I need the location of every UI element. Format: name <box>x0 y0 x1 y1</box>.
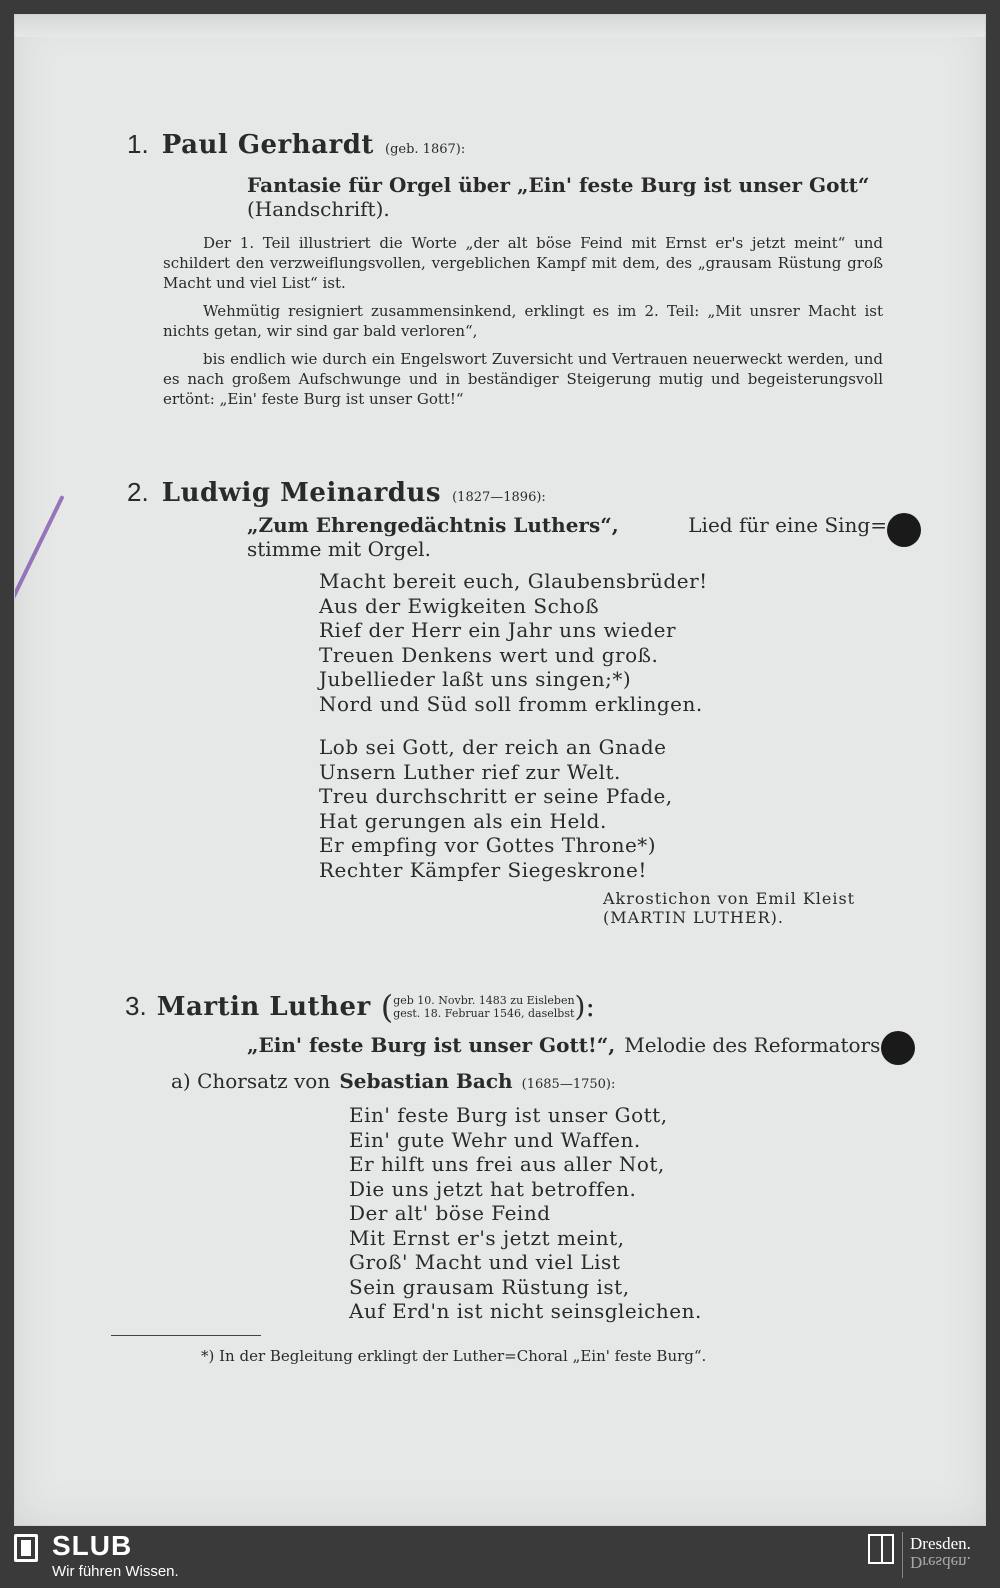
verse-line: Rechter Kämpfer Siegeskrone! <box>319 857 647 882</box>
death-date: gest. 18. Februar 1546, daselbst <box>393 1006 575 1020</box>
verse-line: Unsern Luther rief zur Welt. <box>319 759 621 784</box>
slub-tagline: Wir führen Wissen. <box>52 1563 179 1580</box>
work-note: (Handschrift). <box>247 197 390 221</box>
section-3-heading <box>125 987 845 1026</box>
work-title-line <box>247 513 887 537</box>
chorale-verse <box>349 1103 869 1324</box>
verse-line: Groß' Macht und viel List <box>349 1250 621 1274</box>
sub-dates: (1685—1750): <box>521 1077 616 1092</box>
acrostic-name: (MARTIN LUTHER). <box>603 908 784 927</box>
work-title: „Zum Ehrengedächtnis Luthers“, <box>247 513 619 537</box>
verse-line: Die uns jetzt hat betroffen. <box>349 1176 637 1201</box>
section-number: 3. <box>125 991 147 1021</box>
footnote-rule <box>111 1335 261 1336</box>
acrostic-credit: Akrostichon von Emil Kleist <box>603 889 856 908</box>
verse-line: Hat gerungen als ein Held. <box>319 808 607 833</box>
composer-name: Ludwig Meinardus <box>161 478 442 508</box>
description-paragraph-2: Wehmütig resigniert zusammensinkend, erklingt es im 2. Teil: „Mit unsrer Macht ist nichts getan, wir sind gar bald verloren“, <box>163 302 883 340</box>
description-paragraph-1: Der 1. Teil illustriert die Worte „der alt böse Feind mit Ernst er's jetzt meint“ und schildert den verzweiflungsvollen, vergeblichen Kampf mit dem, des „grausam Rüstung groß Macht und viel List“ ist. <box>163 234 883 292</box>
work-title: Fantasie für Orgel über „Ein' feste Burg ist unser Gott“ <box>247 173 870 197</box>
sub-label: a) Chorsatz von <box>171 1069 331 1093</box>
divider <box>902 1532 903 1578</box>
slub-logo-icon <box>14 1534 38 1562</box>
verse-line: Lob sei Gott, der reich an Gnade <box>319 735 667 759</box>
verse-line: Ein' gute Wehr und Waffen. <box>349 1127 641 1152</box>
verse-line: Treu durchschritt er seine Pfade, <box>319 784 673 808</box>
section-number: 2. <box>127 477 149 507</box>
dresden-logo: Dresden. <box>910 1534 971 1553</box>
verse-line: Jubellieder laßt uns singen;*) <box>319 667 632 691</box>
pen-mark <box>14 495 65 614</box>
composer-name: Paul Gerhardt <box>161 130 374 160</box>
work-title: „Ein' feste Burg ist unser Gott!“, <box>247 1033 616 1057</box>
sub-composer: Sebastian Bach <box>339 1069 513 1093</box>
close-paren: ): <box>574 989 595 1023</box>
composer-name: Martin Luther <box>156 991 371 1022</box>
verse-line: Aus der Ewigkeiten Schoß <box>319 593 600 618</box>
section-2-heading <box>127 477 727 508</box>
work-rest: Lied für eine Sing= <box>688 513 887 537</box>
verse-line: Treuen Denkens wert und groß. <box>319 642 659 667</box>
punch-hole <box>881 1031 915 1065</box>
stanza-2 <box>319 735 839 882</box>
work-title-line <box>247 1033 927 1057</box>
composer-dates <box>393 994 574 1020</box>
verse-line: Rief der Herr ein Jahr uns wieder <box>319 618 677 642</box>
section-number: 1. <box>127 129 149 159</box>
footer-bar <box>0 1526 1000 1588</box>
composer-dates: (1827—1896): <box>452 490 546 505</box>
dresden-crest-icon <box>868 1534 894 1564</box>
dresden-logo-reflection: Dresden. <box>910 1553 971 1572</box>
work-rest: Melodie des Reformators <box>624 1033 881 1057</box>
verse-line: Mit Ernst er's jetzt meint, <box>349 1225 625 1250</box>
description-paragraph-3: bis endlich wie durch ein Engelswort Zuversicht und Vertrauen neuerweckt werden, und es nach großem Aufschwunge und in beständiger Steigerung mutig und begeisterungsvoll ertönt: „Ein' feste Burg ist unser Gott!“ <box>163 350 883 408</box>
subsection-heading <box>171 1069 811 1093</box>
open-paren: ( <box>380 987 394 1026</box>
stanza-1 <box>319 569 839 716</box>
top-edge <box>15 15 985 37</box>
verse-line: Ein' feste Burg ist unser Gott, <box>349 1103 668 1127</box>
verse-line: Nord und Süd soll fromm erklingen. <box>319 691 703 716</box>
verse-line: Auf Erd'n ist nicht seinsgleichen. <box>349 1299 702 1323</box>
verse-line: Er empfing vor Gottes Throne*) <box>319 833 657 857</box>
verse-line: Er hilft uns frei aus aller Not, <box>349 1152 665 1176</box>
composer-dates: (geb. 1867): <box>385 142 466 157</box>
punch-hole <box>887 513 921 547</box>
section-1-heading <box>127 129 727 160</box>
document-page <box>14 14 986 1526</box>
birth-date: geb 10. Novbr. 1483 zu Eisleben <box>393 993 575 1007</box>
verse-line: Macht bereit euch, Glaubensbrüder! <box>319 569 708 593</box>
slub-brand: SLUB <box>52 1530 133 1561</box>
verse-line: Sein grausam Rüstung ist, <box>349 1274 630 1299</box>
work-rest-2: stimme mit Orgel. <box>247 537 431 561</box>
verse-line: Der alt' böse Feind <box>349 1201 551 1225</box>
footnote: *) In der Begleitung erklingt der Luther=Choral „Ein' feste Burg“. <box>201 1347 707 1365</box>
